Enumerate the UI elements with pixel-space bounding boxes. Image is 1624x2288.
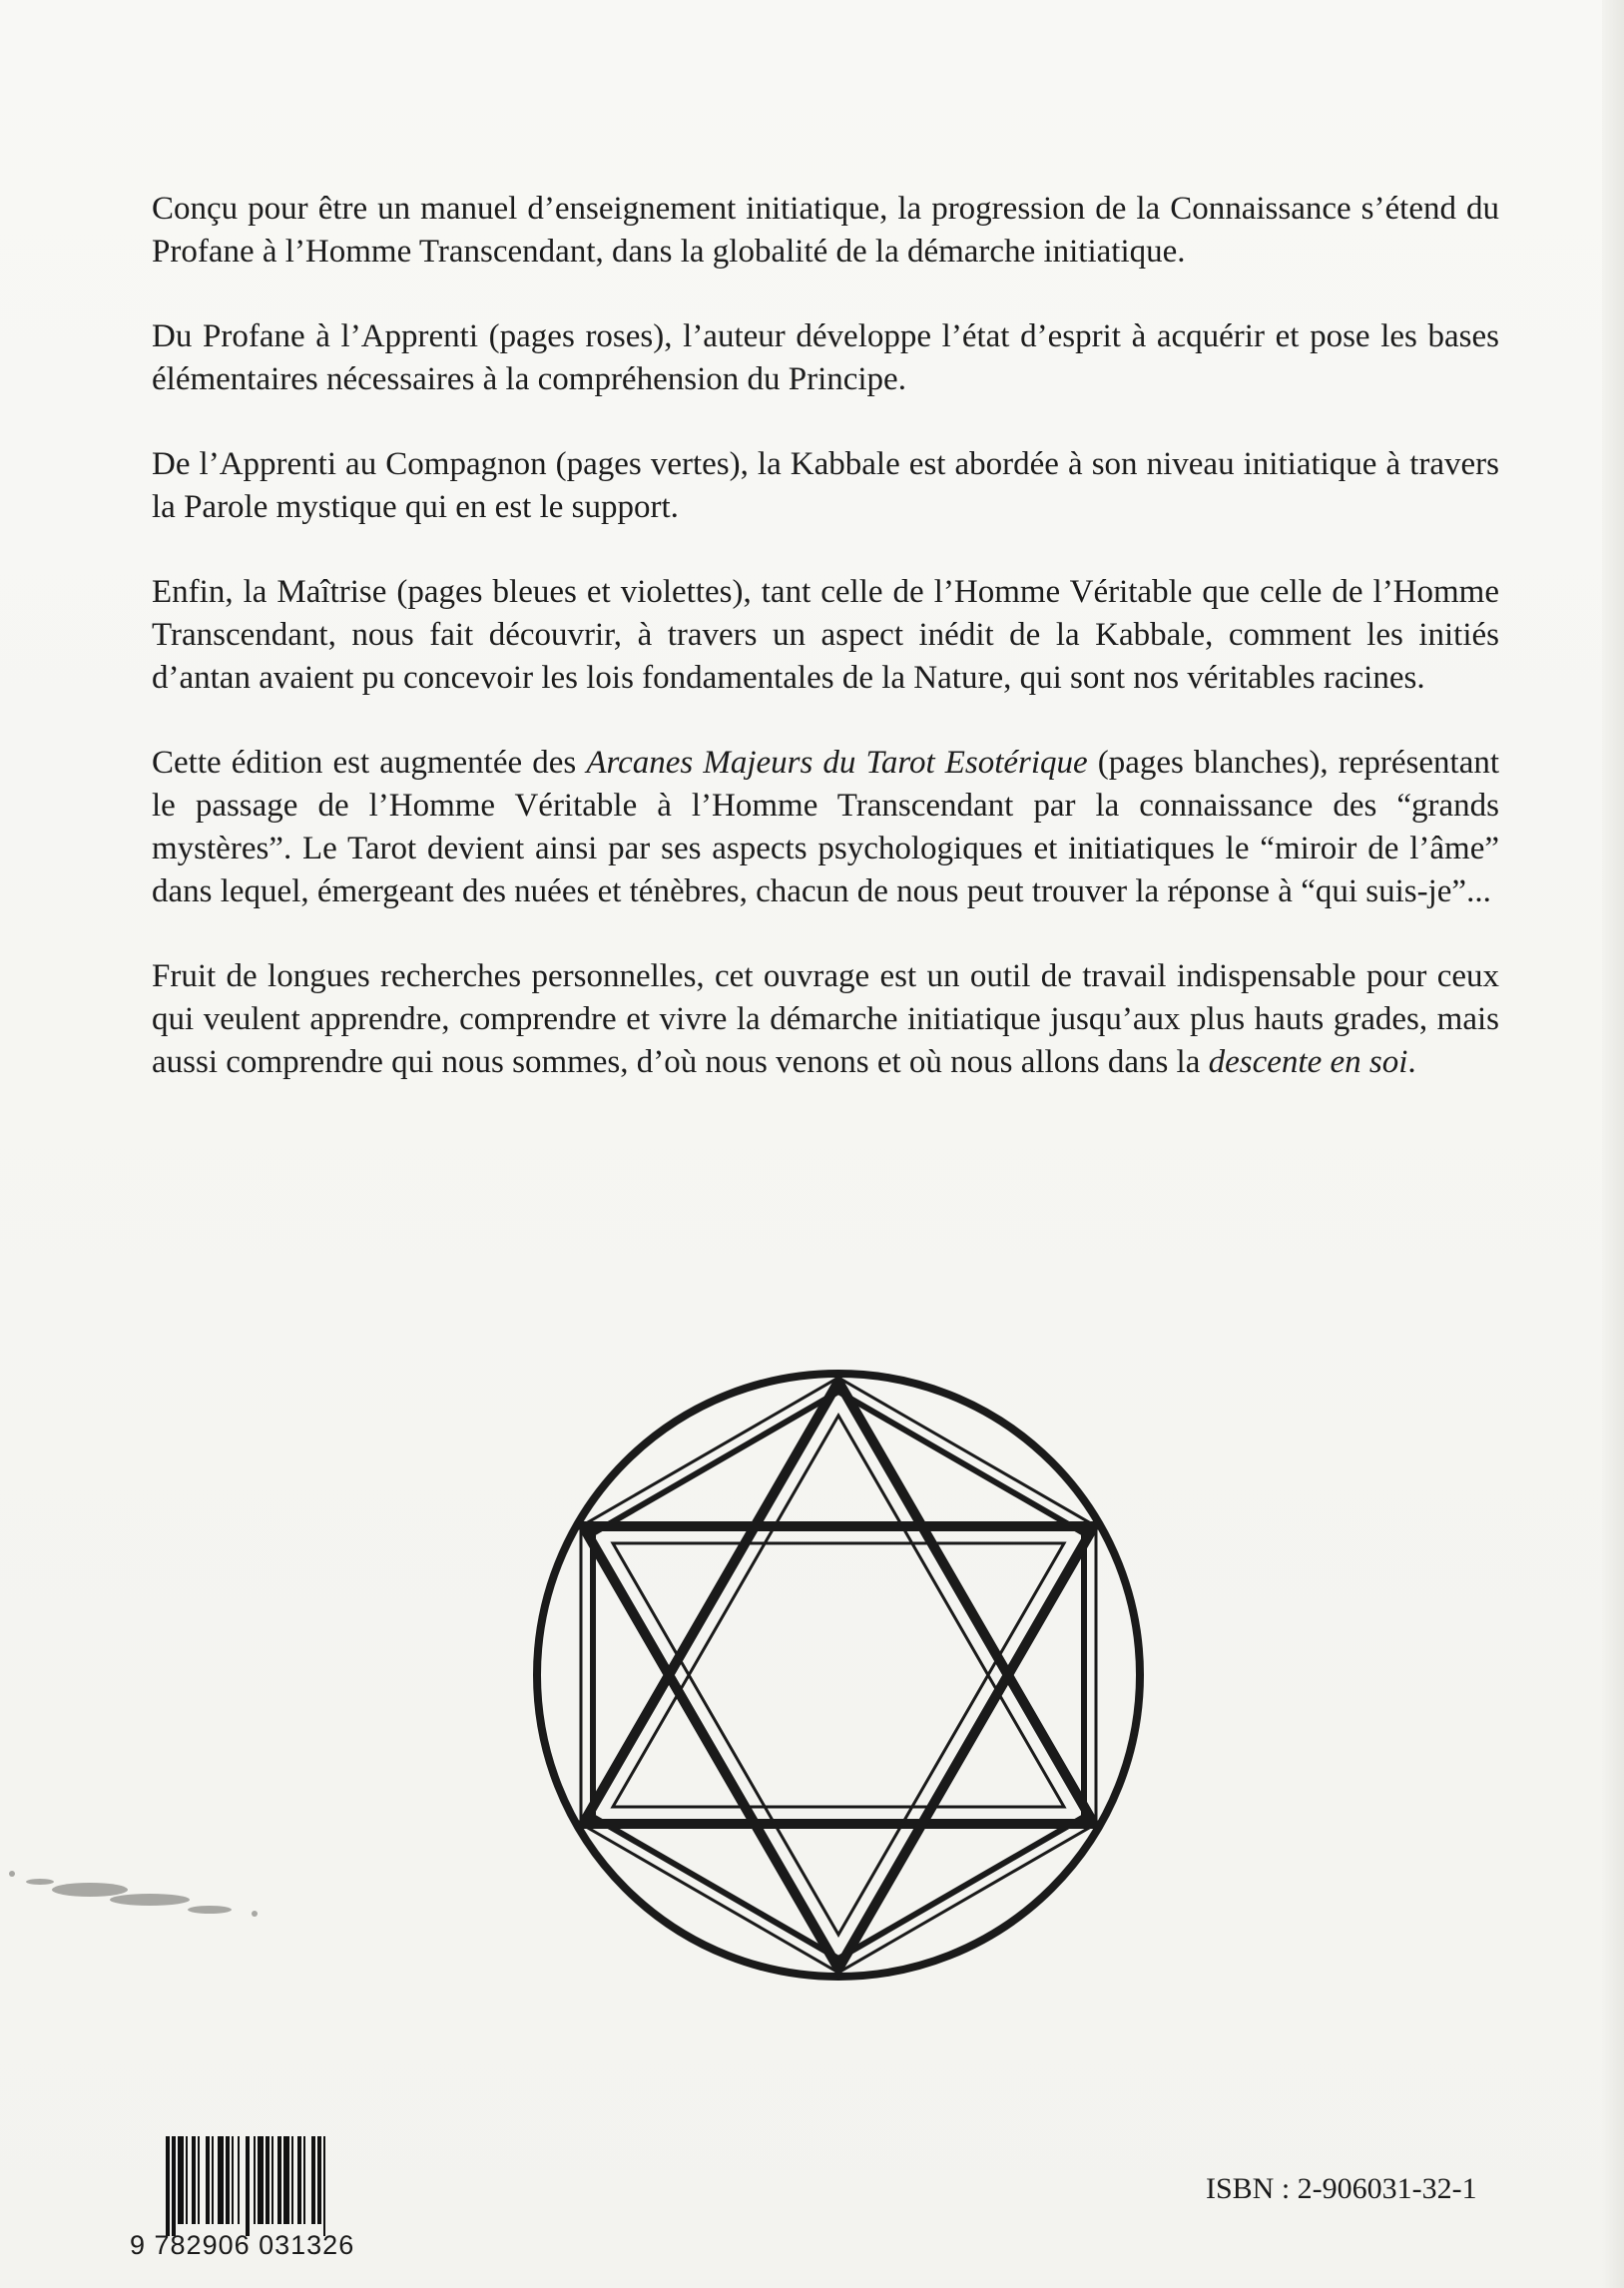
isbn-label: ISBN : 2-906031-32-1 xyxy=(1206,2172,1477,2205)
barcode-bar xyxy=(166,2136,170,2236)
barcode-bar xyxy=(186,2136,188,2224)
barcode-bar xyxy=(303,2136,305,2224)
barcode-bar xyxy=(218,2136,224,2224)
page-edge-shadow xyxy=(1602,0,1624,2288)
outer-circle xyxy=(537,1374,1140,1977)
barcode-bar xyxy=(246,2136,250,2236)
barcode-bar xyxy=(206,2136,210,2224)
triangle-down-outer xyxy=(583,1526,1094,1969)
barcode-bar xyxy=(212,2136,214,2224)
paragraph-compagnon: De l’Apprenti au Compagnon (pages vertes), la Kabbale est abordée à son niveau initiatique à travers la Parole mystique qui en est le support. xyxy=(152,446,1499,525)
barcode-bar xyxy=(266,2136,270,2224)
barcode-bar xyxy=(271,2136,273,2224)
barcode-bar xyxy=(317,2136,321,2224)
barcode-bar xyxy=(297,2136,301,2224)
barcode-digits: 9 782906 031326 xyxy=(130,2230,355,2260)
ink-smudge xyxy=(0,1852,299,1922)
edition-text-end: (pages blanches), représentant le passage de l’Homme Véritable à l’Homme Transcendant par la connaissance des “grands mystères”. Le Tarot devient ainsi par ses aspects psychologiques et initiatiques le “miroir de l’âme” dans lequel, émergeant des nuées et ténèbres, chacun de nous peut trouver la réponse à “qui suis-je”... xyxy=(152,745,1500,909)
conclusion-text-end: . xyxy=(1407,1044,1416,1080)
barcode-bar xyxy=(258,2136,264,2224)
conclusion-text-start: Fruit de longues recherches personnelles, cet ouvrage est un outil de travail indispensable pour ceux qui veulent apprendre, comprendre et vivre la démarche initiatique jusqu’aux plus hauts grades, mais aussi comprendre qui nous sommes, d’où nous venons et où nous allons dans la xyxy=(152,958,1499,1080)
paragraph-apprenti: Du Profane à l’Apprenti (pages roses), l’auteur développe l’état d’esprit à acquérir et pose les bases élémentaires nécessaires à la compréhension du Principe. xyxy=(152,318,1499,397)
description-text xyxy=(152,188,1499,1126)
barcode-bar xyxy=(277,2136,281,2224)
paragraph-intro: Conçu pour être un manuel d’enseignement initiatique, la progression de la Connaissance s’étend du Profane à l’Homme Transcendant, dans la globalité de la démarche initiatique. xyxy=(152,191,1499,270)
barcode-bar xyxy=(323,2136,325,2236)
barcode-bar xyxy=(291,2136,293,2224)
hexagon-outline xyxy=(581,1378,1096,1973)
triangle-down-inner xyxy=(613,1543,1064,1935)
barcode-bar xyxy=(192,2136,196,2224)
edition-text-start: Cette édition est augmentée des xyxy=(152,745,587,781)
barcode-bar xyxy=(178,2136,184,2224)
barcode-bar xyxy=(238,2136,240,2224)
barcode-bar xyxy=(311,2136,315,2224)
hexagram-emblem xyxy=(529,1366,1148,1985)
barcode-bar xyxy=(232,2136,234,2224)
paragraph-edition xyxy=(152,742,1499,913)
triangle-up-outer xyxy=(583,1382,1094,1824)
edition-title-italic: Arcanes Majeurs du Tarot Esotérique xyxy=(586,745,1088,781)
paragraph-conclusion xyxy=(152,955,1499,1084)
barcode-bar xyxy=(226,2136,230,2224)
barcode-bar xyxy=(172,2136,176,2236)
barcode-bar xyxy=(198,2136,200,2224)
paragraph-maitrise: Enfin, la Maîtrise (pages bleues et violettes), tant celle de l’Homme Véritable que celle de l’Homme Transcendant, nous fait découvrir, à travers un aspect inédit de la Kabbale, comment les initiés d’antan avaient pu concevoir les lois fondamentales de la Nature, qui sont nos véritables racines. xyxy=(152,574,1499,696)
triangle-up-inner xyxy=(613,1416,1064,1807)
barcode-bar xyxy=(254,2136,256,2224)
conclusion-italic: descente en soi xyxy=(1208,1044,1408,1080)
barcode-bar xyxy=(283,2136,289,2224)
